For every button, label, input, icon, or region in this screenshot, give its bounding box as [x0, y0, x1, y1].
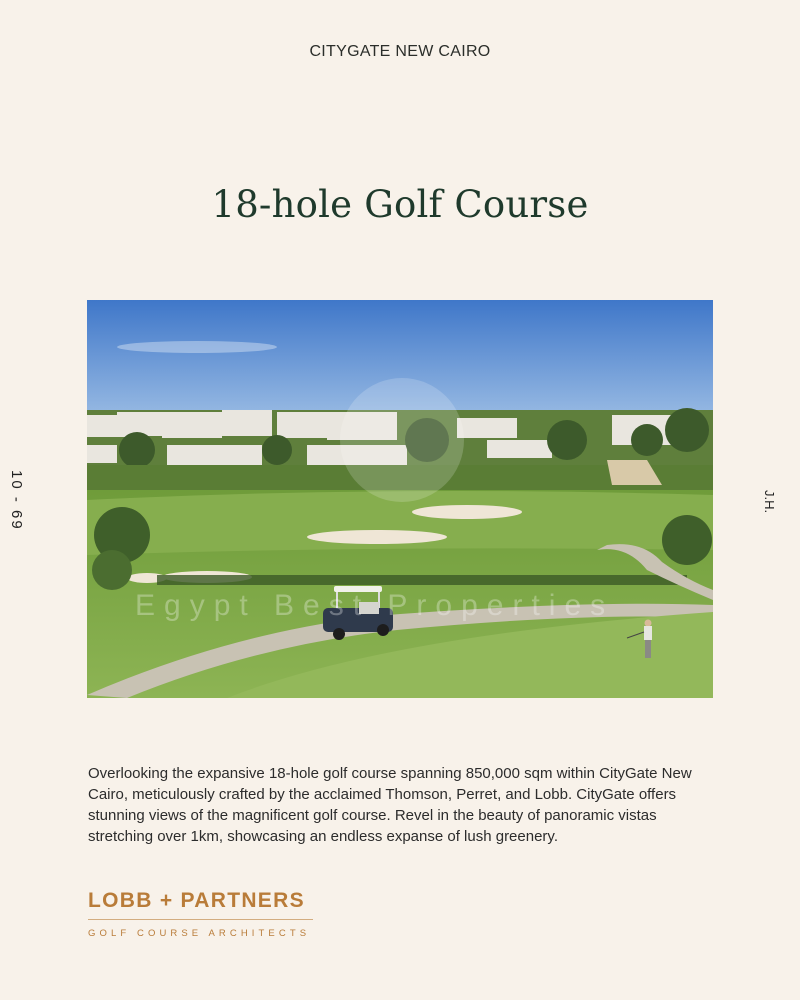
- watermark-text: Egypt Best Properties: [135, 589, 615, 622]
- side-label-right: J.H.: [762, 490, 777, 514]
- side-label-left: 10 - 69: [8, 470, 25, 531]
- logo-tagline: GOLF COURSE ARCHITECTS: [88, 928, 311, 939]
- description-paragraph: Overlooking the expansive 18-hole golf course spanning 850,000 sqm within CityGate New Cairo, meticulously crafted by the acclaimed Thomson, Perret, and Lobb. CityGate offers stunning views of the magnificent golf course. Revel in the beauty of panoramic vistas stretching over 1km, showcasing an endless expanse of lush greenery.: [88, 765, 692, 845]
- golf-course-photo: [87, 300, 713, 698]
- logo-name: LOBB + PARTNERS: [88, 889, 305, 912]
- architect-logo: [88, 889, 313, 939]
- logo-divider: [88, 919, 313, 920]
- brand-heading: CITYGATE NEW CAIRO: [309, 43, 491, 60]
- page-title: 18-hole Golf Course: [211, 183, 589, 226]
